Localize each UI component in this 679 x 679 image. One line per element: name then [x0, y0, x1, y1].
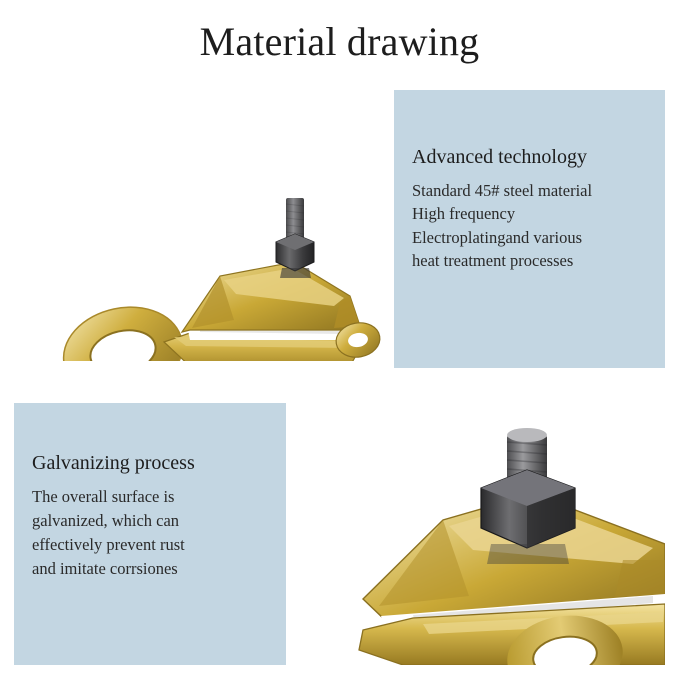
body-line: Standard 45# steel material [412, 181, 593, 200]
text-block-galvanizing-process [32, 452, 284, 581]
clamp-side-view-illustration [14, 90, 386, 361]
body-line: galvanized, which can [32, 510, 180, 530]
heading-advanced-technology: Advanced technology [412, 146, 587, 168]
body-line: heat treatment processes [412, 251, 574, 271]
section-advanced-technology [14, 90, 665, 368]
body-galvanizing-process [32, 485, 284, 581]
section-galvanizing-process [14, 384, 665, 665]
body-line: Electroplatingand various [412, 227, 582, 247]
page-title: Material drawing [199, 19, 480, 64]
clamp-closeup-illustration [293, 384, 665, 665]
heading-galvanizing-process: Galvanizing process [32, 452, 195, 474]
body-line: effectively prevent rust [32, 534, 185, 554]
product-image-bottom [293, 384, 665, 665]
body-line: High frequency [412, 204, 516, 224]
body-line: The overall surface is [32, 487, 175, 506]
product-image-top [14, 90, 386, 361]
text-block-advanced-technology [412, 146, 674, 273]
body-advanced-technology [412, 179, 674, 273]
body-line: and imitate corrsiones [32, 558, 178, 578]
